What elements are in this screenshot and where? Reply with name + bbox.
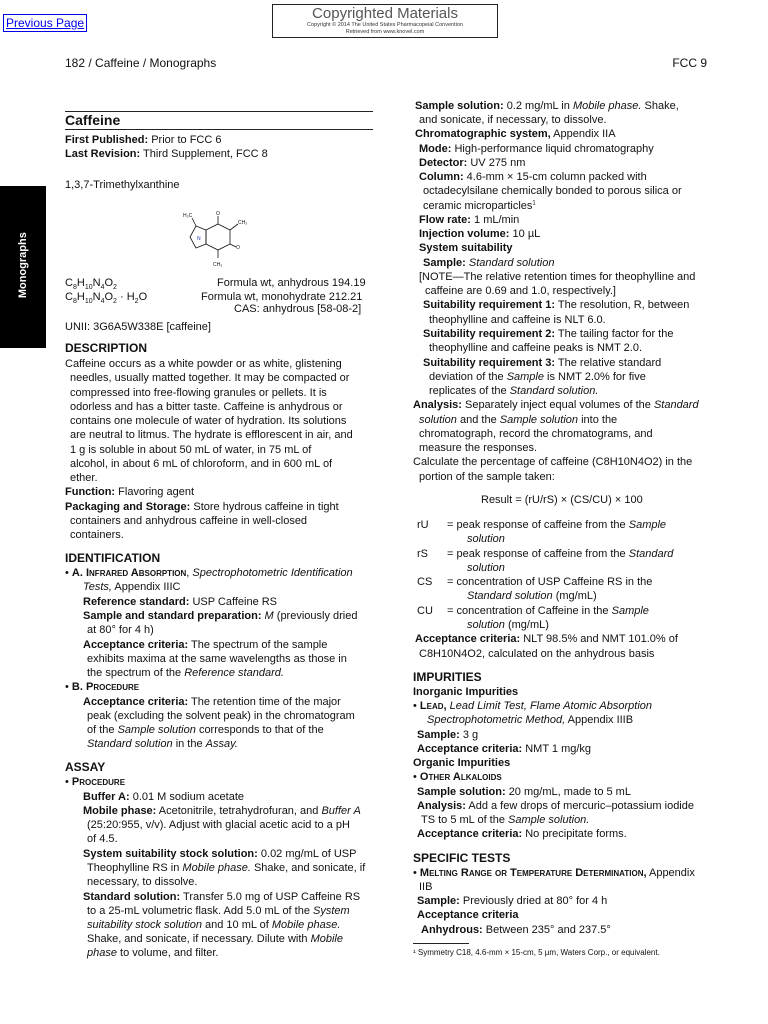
- description-line: ether.: [70, 472, 98, 484]
- system-suitability-stock: System suitability stock solution: 0.02 mg/mL of USP: [83, 848, 357, 860]
- lead-test: • Lead, Lead Limit Test, Flame Atomic Absorption: [413, 700, 653, 712]
- previous-page-link[interactable]: Previous Page: [3, 14, 87, 32]
- calculate-line: Calculate the percentage of caffeine (C8H10N4O2) in the: [413, 456, 693, 468]
- structure-label-o: O: [236, 245, 240, 251]
- flow-rate: Flow rate: 1 mL/min: [419, 214, 520, 226]
- definition-text: Standard solution (mg/mL): [467, 590, 597, 602]
- detector: Detector: UV 275 nm: [419, 157, 526, 169]
- running-head-right: FCC 9: [672, 56, 707, 70]
- mobile-phase-line: of 4.5.: [87, 833, 118, 845]
- synonym: 1,3,7-Trimethylxanthine: [65, 179, 180, 191]
- packaging-storage-line: containers.: [70, 529, 124, 541]
- caffeine-structure-image: [180, 210, 258, 268]
- monograph-title: Caffeine: [65, 112, 121, 128]
- identification-heading: IDENTIFICATION: [65, 551, 161, 565]
- formula-wt-monohydrate: Formula wt, monohydrate 212.21: [201, 291, 363, 303]
- mobile-phase-line: (25:20:955, v/v). Adjust with glacial acetic acid to a pH: [87, 819, 350, 831]
- function: Function: Flavoring agent: [65, 486, 194, 498]
- footnote-rule: [413, 943, 469, 944]
- copyright-title: Copyrighted Materials: [312, 5, 458, 22]
- sample-solution-line: and sonicate, if necessary, to dissolve.: [419, 114, 607, 126]
- melting-acceptance: Acceptance criteria: [417, 909, 519, 921]
- structure-label-ch3: CH₃: [238, 220, 248, 226]
- system-suitability: System suitability: [419, 242, 513, 254]
- analysis-line: measure the responses.: [419, 442, 538, 454]
- buffer-a: Buffer A: 0.01 M sodium acetate: [83, 791, 245, 803]
- footnote: ¹ Symmetry C18, 4.6-mm × 15-cm, 5 µm, Waters Corp., or equivalent.: [413, 948, 660, 957]
- melting-sample: Sample: Previously dried at 80° for 4 h: [417, 895, 608, 907]
- organic-impurities: Organic Impurities: [413, 757, 511, 769]
- sample-prep-line: at 80° for 4 h): [87, 624, 154, 636]
- acceptance-a-line: the spectrum of the Reference standard.: [87, 667, 284, 679]
- test-b-title: • B. Procedure: [65, 681, 140, 693]
- acceptance-a-line: exhibits maxima at the same wavelengths as those in: [87, 653, 347, 665]
- acceptance-a: Acceptance criteria: The spectrum of the sample: [83, 639, 328, 651]
- running-head-left: 182 / Caffeine / Monographs: [65, 56, 217, 70]
- description-heading: DESCRIPTION: [65, 341, 148, 355]
- first-published: First Published: Prior to FCC 6: [65, 134, 222, 146]
- standard-solution-line: to a 25-mL volumetric flask. Add 5.0 mL of the System: [87, 905, 350, 917]
- other-alkaloids-sample: Sample solution: 20 mg/mL, made to 5 mL: [417, 786, 631, 798]
- formula-anhydrous: $C_8H_{10}N_4O_2$: [65, 277, 117, 292]
- description-line: compressed into free-flowing granules or pellets. It is: [70, 387, 327, 399]
- other-alkaloids-acceptance: Acceptance criteria: No precipitate forms.: [417, 828, 627, 840]
- suitability-requirement-3: Suitability requirement 3: The relative standard: [423, 357, 662, 369]
- side-tab: [0, 186, 46, 348]
- test-a-ref: Tests, Appendix IIIC: [83, 581, 181, 593]
- sample-prep: Sample and standard preparation: M (previously dried: [83, 610, 358, 622]
- definition-symbol: CU: [417, 605, 433, 617]
- assay-procedure: • Procedure: [65, 776, 126, 788]
- copyright-box: [272, 4, 498, 38]
- suitability-requirement-1-line: theophylline and caffeine is NLT 6.0.: [429, 314, 606, 326]
- standard-solution-line: phase to volume, and filter.: [87, 947, 219, 959]
- copyright-line-1: Copyright © 2014 The United States Pharmacopeial Convention: [307, 22, 463, 28]
- test-a-title: • A. Infrared Absorption, Spectrophotometric Identification: [65, 567, 353, 579]
- assay-acceptance: Acceptance criteria: NLT 98.5% and NMT 101.0% of: [415, 633, 678, 645]
- packaging-storage-line: containers and anhydrous caffeine in well-closed: [70, 515, 308, 527]
- definition-symbol: rU: [417, 519, 429, 531]
- structure-label-o: O: [216, 211, 220, 217]
- system-suitability-stock-line: necessary, to dissolve.: [87, 876, 198, 888]
- running-head: [65, 56, 707, 70]
- mode: Mode: High-performance liquid chromatography: [419, 143, 654, 155]
- description-line: 1 g is soluble in about 50 mL of water, in 75 mL of: [70, 444, 312, 456]
- description-line: alcohol, in about 6 mL of chloroform, and in 600 mL of: [70, 458, 333, 470]
- lead-acceptance: Acceptance criteria: NMT 1 mg/kg: [417, 743, 592, 755]
- column-line: ceramic microparticles$^1$: [423, 200, 536, 212]
- standard-solution: Standard solution: Transfer 5.0 mg of USP Caffeine RS: [83, 891, 361, 903]
- system-suitability-stock-line: Theophylline RS in Mobile phase. Shake, and sonicate, if: [87, 862, 366, 874]
- acceptance-b: Acceptance criteria: The retention time of the major: [83, 696, 341, 708]
- description-line: are neutral to litmus. The hydrate is efflorescent in air, and: [70, 429, 353, 441]
- melting-range-line: IIB: [419, 881, 433, 893]
- suitability-requirement-1: Suitability requirement 1: The resolution, R, between: [423, 299, 690, 311]
- inorganic-impurities: Inorganic Impurities: [413, 686, 519, 698]
- definition-text: solution (mg/mL): [467, 619, 549, 631]
- impurities-heading: IMPURITIES: [413, 670, 482, 684]
- other-alkaloids-analysis: Analysis: Add a few drops of mercuric–potassium iodide: [417, 800, 694, 812]
- note: [NOTE—The relative retention times for theophylline and: [419, 271, 696, 283]
- note-line: caffeine are 0.69 and 1.0, respectively.]: [425, 285, 616, 297]
- last-revision: Last Revision: Third Supplement, FCC 8: [65, 148, 268, 160]
- melting-range: • Melting Range or Temperature Determination, Appendix: [413, 867, 695, 879]
- packaging-storage: Packaging and Storage: Store hydrous caffeine in tight: [65, 501, 339, 513]
- definition-text: = peak response of caffeine from the Standard: [447, 548, 674, 560]
- assay-acceptance-line: C8H10N4O2, calculated on the anhydrous basis: [419, 648, 655, 660]
- side-tab-label: Monographs: [16, 232, 29, 299]
- reference-standard: Reference standard: USP Caffeine RS: [83, 596, 278, 608]
- suitability-requirement-3-line: deviation of the Sample is NMT 2.0% for five: [429, 371, 646, 383]
- analysis: Analysis: Separately inject equal volumes of the Standard: [413, 399, 699, 411]
- description-line: contains one molecule of water of hydration. Its solutions: [70, 415, 347, 427]
- suitability-requirement-2: Suitability requirement 2: The tailing factor for the: [423, 328, 674, 340]
- definition-text: = peak response of caffeine from the Sample: [447, 519, 667, 531]
- description-line: needles, usually matted together. It may be compacted or: [70, 372, 350, 384]
- copyright-line-2: Retrieved from www.knovel.com: [345, 28, 425, 35]
- standard-solution-line: suitability stock solution and 10 mL of Mobile phase.: [87, 919, 341, 931]
- chromatographic-system: Chromatographic system, Appendix IIA: [415, 128, 616, 140]
- lead-sample: Sample: 3 g: [417, 729, 479, 741]
- suitability-requirement-2-line: theophylline and caffeine peaks is NMT 2.0.: [429, 342, 643, 354]
- acceptance-b-line: Standard solution in the Assay.: [87, 738, 238, 750]
- injection-volume: Injection volume: 10 µL: [419, 228, 541, 240]
- definition-text: solution: [467, 562, 505, 574]
- definition-text: = concentration of Caffeine in the Sample: [447, 605, 649, 617]
- acceptance-b-line: of the Sample solution corresponds to that of the: [87, 724, 324, 736]
- calculate-line: portion of the sample taken:: [419, 471, 555, 483]
- other-alkaloids-analysis-line: TS to 5 mL of the Sample solution.: [421, 814, 590, 826]
- system-suitability-sample: Sample: Standard solution: [423, 257, 555, 269]
- column: Column: 4.6-mm × 15-cm column packed with: [419, 171, 647, 183]
- definition-text: solution: [467, 533, 505, 545]
- structure-label-ch3-bottom: CH₃: [213, 262, 223, 268]
- description-line: Caffeine occurs as a white powder or as white, glistening: [65, 358, 342, 370]
- unii: UNII: 3G6A5W338E [caffeine]: [65, 321, 211, 333]
- melting-anhydrous: Anhydrous: Between 235° and 237.5°: [421, 924, 611, 936]
- other-alkaloids: • Other Alkaloids: [413, 771, 502, 783]
- definition-symbol: CS: [417, 576, 433, 588]
- assay-heading: ASSAY: [65, 760, 106, 774]
- structure-label-h3c: H₃C: [183, 213, 193, 219]
- lead-test-line: Spectrophotometric Method, Appendix IIIB: [427, 714, 634, 726]
- mobile-phase: Mobile phase: Acetonitrile, tetrahydrofuran, and Buffer A: [83, 805, 361, 817]
- analysis-line: chromatograph, record the chromatograms, and: [419, 428, 653, 440]
- definition-symbol: rS: [417, 548, 428, 560]
- sample-solution: Sample solution: 0.2 mg/mL in Mobile phase. Shake,: [415, 100, 679, 112]
- standard-solution-line: Shake, and sonicate, if necessary. Dilute with Mobile: [87, 933, 343, 945]
- cas-number: CAS: anhydrous [58-08-2]: [234, 303, 362, 315]
- acceptance-b-line: peak (excluding the solvent peak) in the chromatogram: [87, 710, 355, 722]
- suitability-requirement-3-line: replicates of the Standard solution.: [429, 385, 599, 397]
- definition-text: = concentration of USP Caffeine RS in the: [447, 576, 653, 588]
- formula-monohydrate: $C_8H_{10}N_4O_2 \cdot H_2O$: [65, 291, 148, 306]
- description-line: odorless and has a bitter taste. Caffeine is anhydrous or: [70, 401, 343, 413]
- analysis-line: solution and the Sample solution into the: [419, 414, 618, 426]
- result-equation: Result = (rU/rS) × (CS/CU) × 100: [481, 494, 643, 506]
- title-rule-bottom: [65, 129, 373, 130]
- column-line: octadecylsilane chemically bonded to porous silica or: [423, 185, 682, 197]
- specific-tests-heading: SPECIFIC TESTS: [413, 851, 511, 865]
- structure-label-n: N: [197, 236, 201, 242]
- formula-wt-anhydrous: Formula wt, anhydrous 194.19: [217, 277, 366, 289]
